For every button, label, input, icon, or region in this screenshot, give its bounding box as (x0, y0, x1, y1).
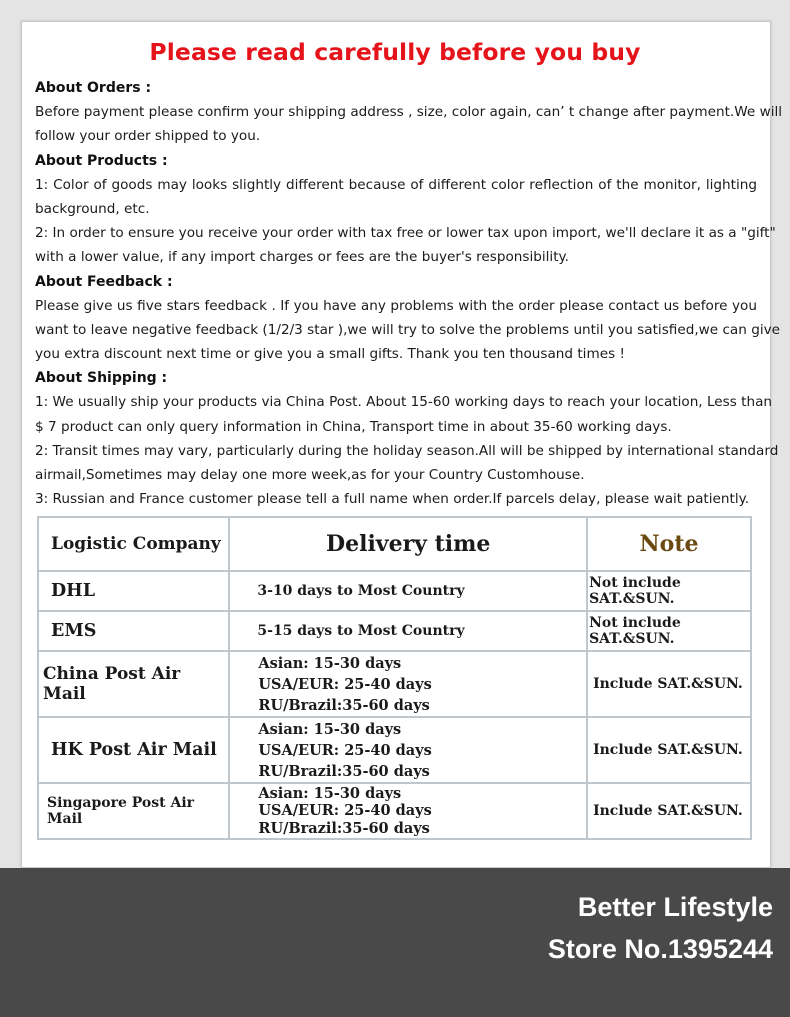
delivery-line: USA/EUR: 25-40 days (258, 802, 432, 820)
delivery-line: Asian: 15-30 days (258, 654, 402, 672)
table-row (37, 652, 752, 718)
products-line: 2: In order to ensure you receive your order with tax free or lower tax upon import, we'll declare it as a "gift" (35, 225, 776, 242)
delivery-line: Asian: 15-30 days (258, 720, 402, 738)
company-cell: Singapore Post Air Mail (37, 784, 230, 840)
orders-line: follow your order shipped to you. (35, 128, 261, 145)
table-row (37, 612, 752, 652)
company-cell: DHL (37, 572, 230, 612)
products-line: 1: Color of goods may looks slightly different because of different color reflection of the monitor, lighting (35, 176, 757, 193)
shipping-line: $ 7 product can only query information in China, Transport time in about 35-60 working days. (35, 418, 672, 435)
delivery-line: RU/Brazil:35-60 days (258, 696, 430, 714)
store-number: Store No.1395244 (547, 934, 773, 964)
feedback-line: want to leave negative feedback (1/2/3 star ),we will try to solve the problems until you satisfied,we can give (35, 321, 781, 338)
section-heading-shipping: About Shipping : (35, 370, 168, 387)
company-cell: HK Post Air Mail (37, 718, 230, 784)
header-logistic-company: Logistic Company (37, 516, 230, 572)
delivery-line: USA/EUR: 25-40 days (258, 675, 432, 693)
table-row (37, 784, 752, 840)
delivery-cell (230, 784, 588, 840)
feedback-line: Please give us five stars feedback . If you have any problems with the order please contact us before you (35, 297, 757, 314)
delivery-cell: 3-10 days to Most Country (230, 572, 588, 612)
delivery-line: RU/Brazil:35-60 days (258, 819, 430, 837)
note-cell: Not include SAT.&SUN. (588, 572, 752, 612)
header-note: Note (588, 516, 752, 572)
shipping-line: airmail,Sometimes may delay one more week,as for your Country Customhouse. (35, 467, 585, 483)
store-brand-name: Better Lifestyle (577, 892, 773, 922)
table-row (37, 718, 752, 784)
shipping-line: 2: Transit times may vary, particularly during the holiday season.All will be shipped by international standard (35, 442, 779, 459)
note-cell: Include SAT.&SUN. (588, 718, 752, 784)
header-delivery-time: Delivery time (230, 516, 588, 572)
delivery-cell (230, 718, 588, 784)
note-cell: Include SAT.&SUN. (588, 652, 752, 718)
delivery-cell: 5-15 days to Most Country (230, 612, 588, 652)
feedback-line: you extra discount next time or give you a small gifts. Thank you ten thousand times ! (35, 346, 625, 363)
orders-line: Before payment please confirm your shipping address , size, color again, can’ t change after payment.We will (35, 104, 783, 121)
delivery-cell (230, 652, 588, 718)
logistics-table (37, 516, 752, 840)
company-cell: EMS (37, 612, 230, 652)
shipping-line: 1: We usually ship your products via China Post. About 15-60 working days to reach your location, Less than (35, 394, 773, 411)
section-heading-products: About Products : (35, 152, 168, 169)
table-row (37, 572, 752, 612)
page-title: Please read carefully before you buy (149, 38, 641, 66)
company-cell: China Post Air Mail (37, 652, 230, 718)
delivery-line: RU/Brazil:35-60 days (258, 762, 430, 780)
section-heading-feedback: About Feedback : (35, 273, 173, 290)
delivery-line: Asian: 15-30 days (258, 784, 402, 802)
delivery-line: USA/EUR: 25-40 days (258, 741, 432, 759)
note-cell: Include SAT.&SUN. (588, 784, 752, 840)
shipping-line: 3: Russian and France customer please tell a full name when order.If parcels delay, please wait patiently. (35, 491, 750, 508)
products-line: background, etc. (35, 200, 150, 217)
note-cell: Not include SAT.&SUN. (588, 612, 752, 652)
section-heading-orders: About Orders : (35, 80, 152, 96)
notice-content (35, 76, 783, 511)
products-line: with a lower value, if any import charges or fees are the buyer's responsibility. (35, 249, 569, 266)
table-header-row (37, 516, 752, 572)
